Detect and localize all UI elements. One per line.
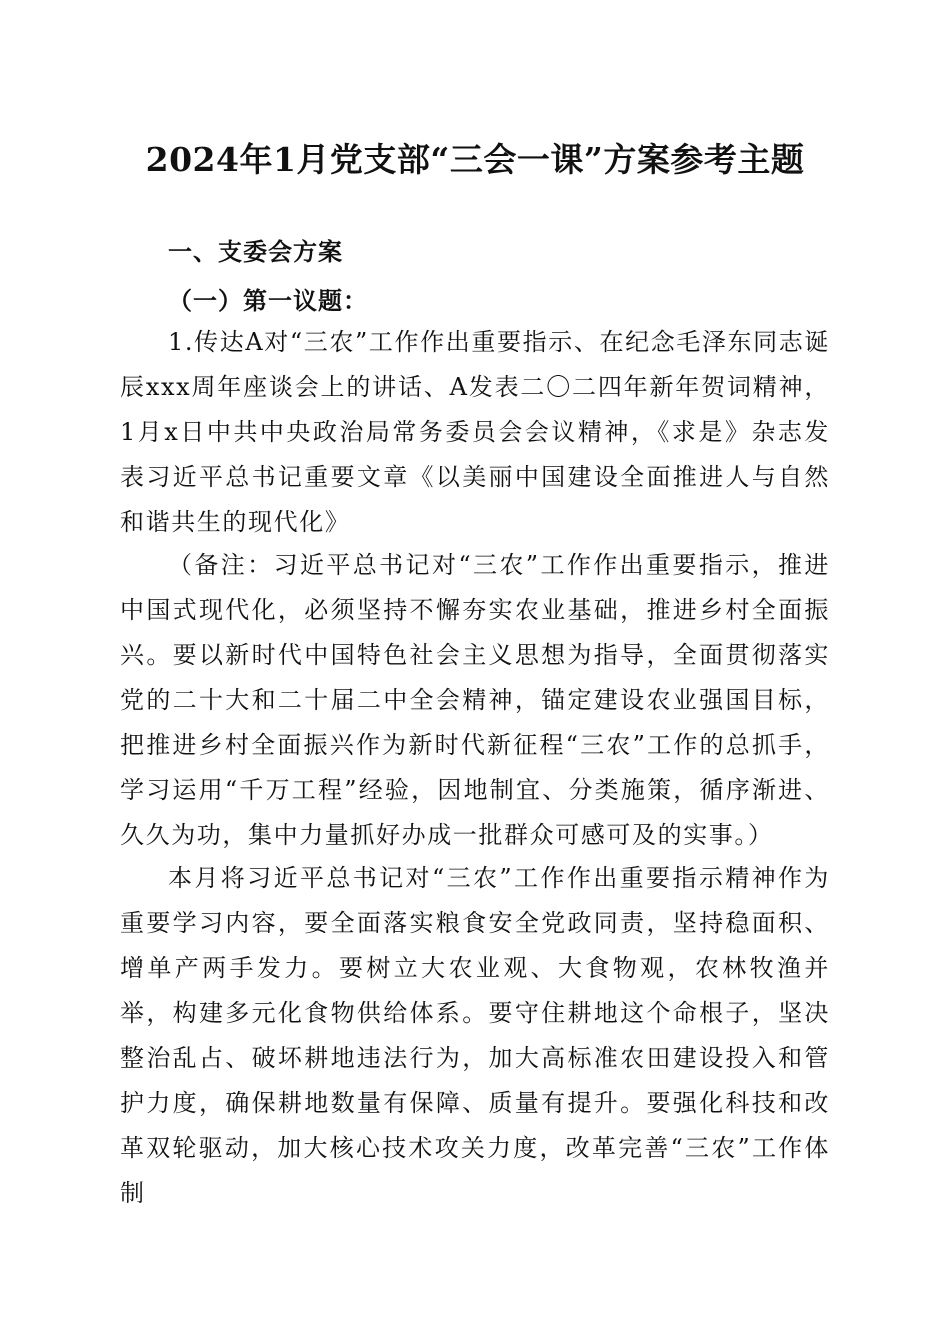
paragraph-note: （备注：习近平总书记对“三农”工作作出重要指示，推进中国式现代化，必须坚持不懈夯实农业基础，推进乡村全面振兴。要以新时代中国特色社会主义思想为指导，全面贯彻落实党的二十大和二十届二中全会精神，锚定建设农业强国目标，把推进乡村全面振兴作为新时代新征程“三农”工作的总抓手，学习运用“千万工程”经验，因地制宜、分类施策，循序渐进、久久为功，集中力量抓好办成一批群众可感可及的实事。） bbox=[120, 551, 830, 849]
paragraph-agenda-item: 1.传达A对“三农”工作作出重要指示、在纪念毛泽东同志诞辰xxx周年座谈会上的讲话、A发表二〇二四年新年贺词精神，1月x日中共中央政治局常务委员会会议精神，《求是》杂志发表习近平总书记重要文章《以美丽中国建设全面推进人与自然和谐共生的现代化》 bbox=[120, 328, 830, 536]
subsection-heading: （一）第一议题： bbox=[168, 286, 368, 315]
document-title: 2024年1月党支部“三会一课”方案参考主题 bbox=[145, 140, 805, 179]
section-heading: 一、支委会方案 bbox=[168, 238, 343, 266]
paragraph-body: 本月将习近平总书记对“三农”工作作出重要指示精神作为重要学习内容，要全面落实粮食安全党政同责，坚持稳面积、增单产两手发力。要树立大农业观、大食物观，农林牧渔并举，构建多元化食物供给体系。要守住耕地这个命根子，坚决整治乱占、破坏耕地违法行为，加大高标准农田建设投入和管护力度，确保耕地数量有保障、质量有提升。要强化科技和改革双轮驱动，加大核心技术攻关力度，改革完善“三农”工作体制 bbox=[120, 864, 830, 1207]
